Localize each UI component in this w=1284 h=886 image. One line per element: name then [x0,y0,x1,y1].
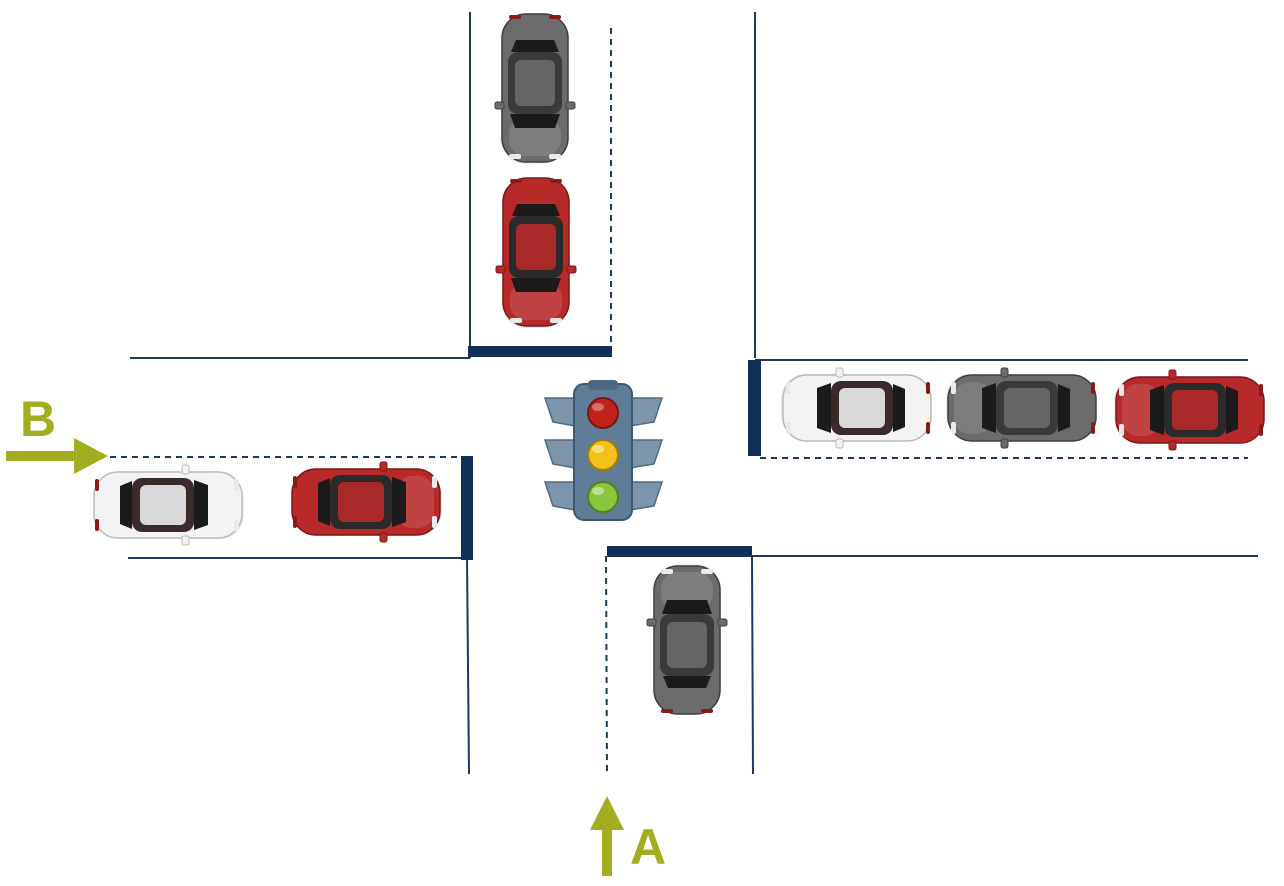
east-stop-line [748,360,761,456]
south-lane-divider [606,556,607,772]
car-north-1-gray [495,14,575,164]
car-west-1-white [94,465,244,545]
car-east-1-white [781,368,931,448]
lamp-green [588,482,618,512]
vehicles [94,14,1264,714]
label-b: B [20,391,57,447]
west-stop-line [461,456,473,560]
car-east-2-gray [946,368,1096,448]
car-east-3-red [1114,370,1264,450]
south-road-east-edge [752,556,753,774]
south-road-west-edge [467,558,469,774]
lamp-red [588,398,618,428]
visor-right-2 [630,440,662,468]
visor-left-1 [545,398,575,426]
visor-right-1 [630,398,662,426]
traffic-light-cap [588,380,618,390]
traffic-light [545,380,662,520]
car-west-2-red [292,462,442,542]
car-south-1-gray [647,564,727,714]
south-stop-line [607,546,752,557]
arrow-a [590,796,624,876]
car-north-2-red [496,178,576,328]
north-stop-line [468,346,612,357]
lamp-yellow [588,440,618,470]
visor-left-2 [545,440,575,468]
visor-left-3 [545,482,575,510]
visor-right-3 [630,482,662,510]
label-a: A [630,819,667,875]
